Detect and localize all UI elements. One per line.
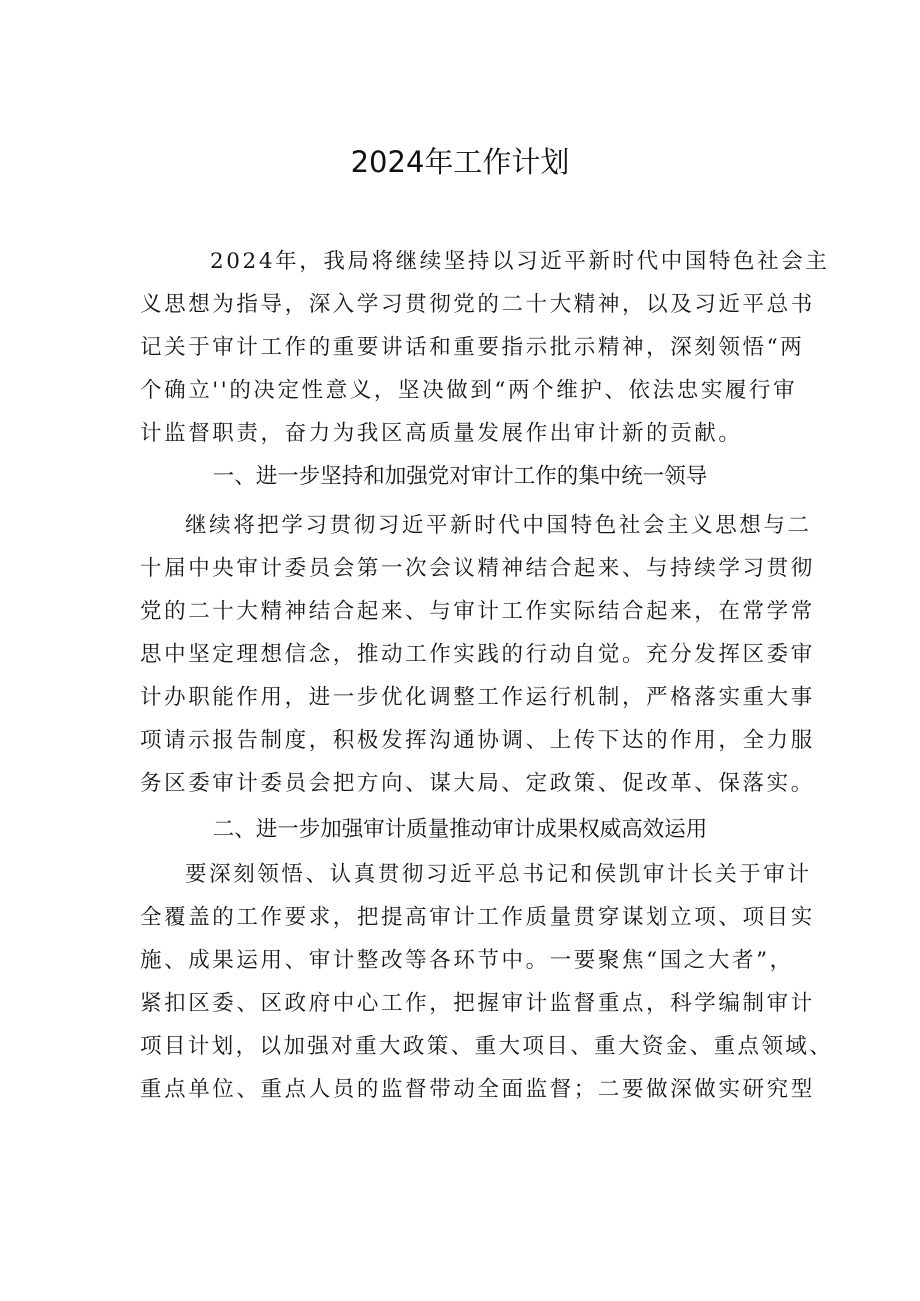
section-2-line-1: 要深刻领悟、认真贯彻习近平总书记和侯凯审计长关于审计 xyxy=(185,862,812,887)
section-1-line-2: 十届中央审计委员会第一次会议精神结合起来、与持续学习贯彻 xyxy=(140,556,815,581)
section-1-line-6: 项请示报告制度，积极发挥沟通协调、上传下达的作用，全力服 xyxy=(140,728,815,753)
intro-line-1: 2024年，我局将继续坚持以习近平新时代中国特色社会主 xyxy=(210,249,830,274)
section-2-line-2: 全覆盖的工作要求，把提高审计工作质量贯穿谋划立项、项目实 xyxy=(140,905,815,930)
section-1-heading: 一、进一步坚持和加强党对审计工作的集中统一领导 xyxy=(212,464,708,489)
section-1-line-4: 思中坚定理想信念，推动工作实践的行动自觉。充分发挥区委审 xyxy=(140,642,815,667)
document-title: 2024年工作计划 xyxy=(350,145,570,179)
section-1-line-7: 务区委审计委员会把方向、谋大局、定政策、促改革、保落实。 xyxy=(140,771,815,796)
intro-line-2: 义思想为指导，深入学习贯彻党的二十大精神，以及习近平总书 xyxy=(140,292,815,317)
section-2-line-5: 项目计划，以加强对重大政策、重大项目、重大资金、重点领域、 xyxy=(140,1034,834,1059)
section-1-line-3: 党的二十大精神结合起来、与审计工作实际结合起来，在常学常 xyxy=(140,599,815,624)
section-2-line-6: 重点单位、重点人员的监督带动全面监督；二要做深做实研究型 xyxy=(140,1077,815,1102)
section-1-line-5: 计办职能作用，进一步优化调整工作运行机制，严格落实重大事 xyxy=(140,685,815,710)
section-2-line-3: 施、成果运用、审计整改等各环节中。一要聚焦“国之大者”， xyxy=(140,948,794,973)
section-1-line-1: 继续将把学习贯彻习近平新时代中国特色社会主义思想与二 xyxy=(185,513,812,538)
intro-line-5: 计监督职责，奋力为我区高质量发展作出审计新的贡献。 xyxy=(140,421,743,446)
section-2-heading: 二、进一步加强审计质量推动审计成果权威高效运用 xyxy=(212,817,708,842)
section-2-line-4: 紧扣区委、区政府中心工作，把握审计监督重点，科学编制审计 xyxy=(140,991,815,1016)
intro-line-3: 记关于审计工作的重要讲话和重要指示批示精神，深刻领悟“两 xyxy=(140,335,805,360)
intro-line-4: 个确立''的决定性意义，坚决做到“两个维护、依法忠实履行审 xyxy=(140,378,798,403)
